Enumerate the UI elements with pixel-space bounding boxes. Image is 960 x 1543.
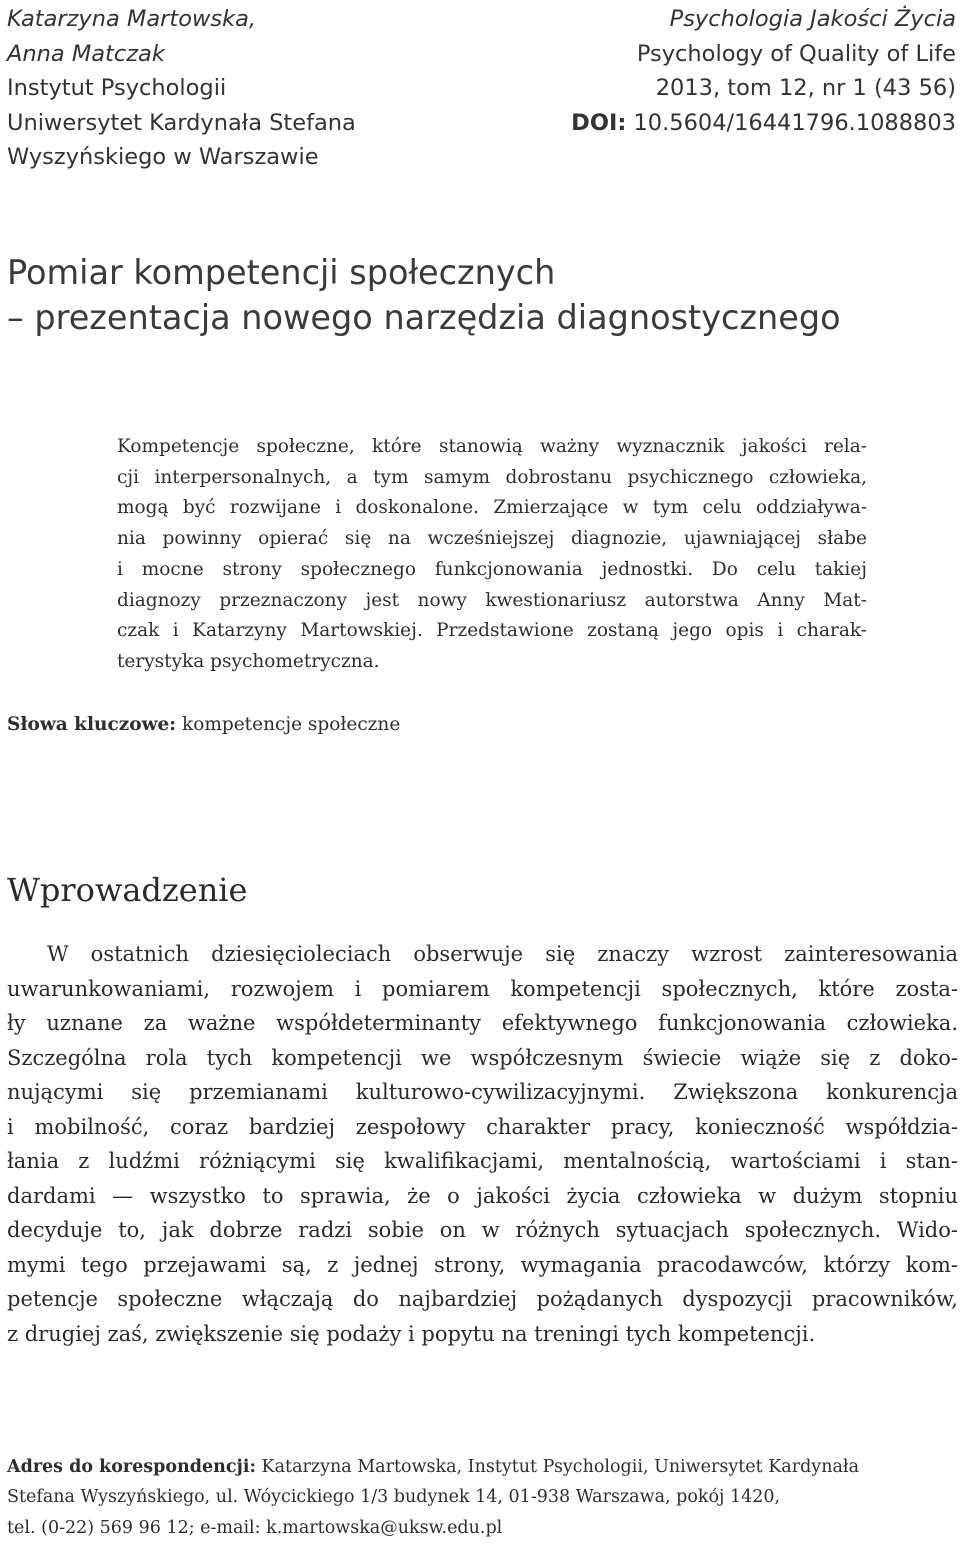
journal-name-pl: Psychologia Jakości Życia: [669, 6, 956, 32]
body-line: uwarunkowaniami, rozwojem i pomiarem kompetencji społecznych, które zosta-: [7, 976, 958, 1001]
keywords-value: kompetencje społeczne: [182, 714, 401, 735]
journal-volume: 2013, tom 12, nr 1 (43 56): [655, 75, 956, 101]
body-line: dardami — wszystko to sprawia, że o jakości życia człowieka w dużym stopniu: [7, 1183, 958, 1208]
keywords-label: Słowa kluczowe:: [7, 714, 177, 735]
abstract-line: terystyka psychometryczna.: [117, 650, 380, 672]
body-line: nującymi się przemianami kulturowo-cywilizacyjnymi. Zwiększona konkurencja: [7, 1080, 958, 1104]
doi-label: DOI:: [571, 109, 627, 136]
abstract: [117, 432, 867, 678]
body-line: petencje społeczne włączają do najbardziej pożądanych dyspozycji pracowników,: [7, 1287, 958, 1311]
abstract-line: nia powinny opierać się na wcześniejszej diagnozie, ujawniającej słabe: [117, 528, 867, 550]
journal-info-block: [476, 2, 956, 140]
body-line: i mobilność, coraz bardziej zespołowy charakter pracy, konieczność współdzia-: [7, 1114, 958, 1139]
correspondence-text-1: Katarzyna Martowska, Instytut Psychologii, Uniwersytet Kardynała: [261, 1457, 860, 1477]
author-1: Katarzyna Martowska,: [7, 6, 257, 32]
doi-value[interactable]: 10.5604/16441796.1088803: [633, 109, 956, 136]
title-line-1: Pomiar kompetencji społecznych: [7, 253, 556, 292]
keywords: [7, 710, 907, 740]
abstract-line: diagnozy przeznaczony jest nowy kwestionariusz autorstwa Anny Mat-: [117, 589, 867, 611]
body-line: Szczególna rola tych kompetencji we współczesnym świecie wiąże się z doko-: [7, 1045, 958, 1070]
section-heading: Wprowadzenie: [7, 871, 248, 909]
body-line: łania z ludźmi różniącymi się kwalifikacjami, mentalnością, wartościami i stan-: [7, 1149, 958, 1173]
correspondence-line-1: [7, 1452, 907, 1482]
abstract-line: cji interpersonalnych, a tym samym dobrostanu psychicznego człowieka,: [117, 466, 867, 488]
body-line: decyduje to, jak dobrze radzi sobie on w różnych sytuacjach społecznych. Wido-: [7, 1218, 958, 1242]
body-line: ły uznane za ważne współdeterminanty efektywnego funkcjonowania człowieka.: [7, 1011, 958, 1035]
body-line: mymi tego przejawami są, z jednej strony, wymagania pracodawców, którzy kom-: [7, 1252, 958, 1277]
body-paragraph: [7, 937, 958, 1351]
body-line: W ostatnich dziesięcioleciach obserwuje się znaczy wzrost zainteresowania: [47, 942, 958, 966]
author-affiliation-block: [7, 2, 467, 175]
correspondence-address: [7, 1452, 907, 1543]
journal-name-en: Psychology of Quality of Life: [636, 40, 956, 67]
title-line-2: – prezentacja nowego narzędzia diagnostycznego: [7, 298, 841, 337]
correspondence-line-2: Stefana Wyszyńskiego, ul. Wóycickiego 1/3 budynek 14, 01-938 Warszawa, pokój 1420,: [7, 1487, 781, 1508]
abstract-line: czak i Katarzyny Martowskiej. Przedstawione zostaną jego opis i charak-: [117, 620, 867, 642]
abstract-line: Kompetencje społeczne, które stanowią ważny wyznacznik jakości rela-: [117, 436, 867, 457]
author-2: Anna Matczak: [7, 40, 165, 67]
doi-line: [476, 106, 956, 141]
article-title: [7, 250, 947, 340]
affiliation-line-3: Wyszyńskiego w Warszawie: [7, 144, 319, 170]
abstract-line: mogą być rozwijane i doskonalone. Zmierzające w tym celu oddziaływa-: [117, 497, 867, 519]
affiliation-line-1: Instytut Psychologii: [7, 75, 227, 101]
abstract-line: i mocne strony społecznego funkcjonowania jednostki. Do celu takiej: [117, 558, 867, 580]
correspondence-line-3: tel. (0-22) 569 96 12; e-mail: k.martowska@uksw.edu.pl: [7, 1517, 503, 1538]
correspondence-label: Adres do korespondencji:: [7, 1457, 256, 1477]
affiliation-line-2: Uniwersytet Kardynała Stefana: [7, 109, 356, 136]
body-line: z drugiej zaś, zwiększenie się podaży i popytu na treningi tych kompetencji.: [7, 1321, 816, 1346]
